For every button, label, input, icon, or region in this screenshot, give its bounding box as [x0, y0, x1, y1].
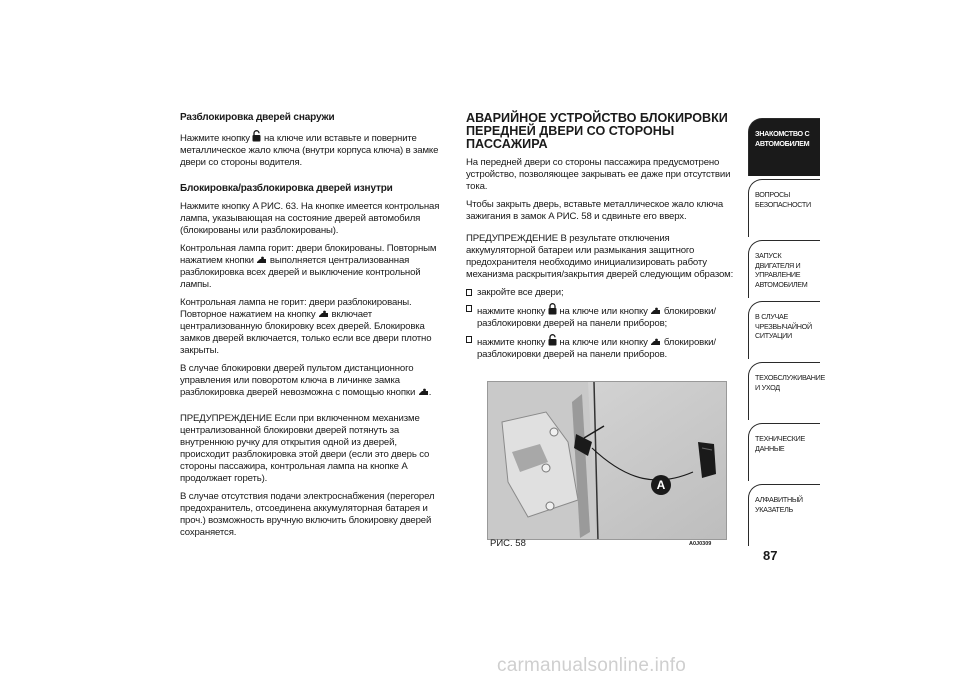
padlock-open-icon — [548, 334, 557, 346]
para-lamp-off: Контрольная лампа не горит: двери разблокированы. Повторное нажатием на кнопку включает централизованную блокировку всех дверей. Блокировка замков дверей включается, только если все двери плотно закрыты. — [180, 297, 432, 356]
tab-chapter-7[interactable]: АЛФАВИТНЫЙ УКАЗАТЕЛЬ — [748, 484, 820, 546]
right-column — [466, 112, 738, 365]
door-lock-button-icon — [418, 388, 429, 396]
door-lock-button-icon — [650, 307, 661, 315]
page-number: 87 — [763, 548, 778, 563]
section-title: АВАРИЙНОЕ УСТРОЙСТВО БЛОКИРОВКИ ПЕРЕДНЕЙ ДВЕРИ СО СТОРОНЫ ПАССАЖИРА — [466, 111, 728, 151]
callout-a-marker — [650, 474, 672, 496]
figure-caption: РИС. 58 — [490, 538, 526, 549]
para-warning-handle: ПРЕДУПРЕЖДЕНИЕ Если при включенном механизме централизованной блокировки дверей потянуть за внутреннюю ручку для открытия одной из дверей, происходит разблокировка этой двери (если это дверь со стороны пассажира, контрольная лампа на кнопке A продолжает гореть). — [180, 413, 430, 484]
para-remote-lock: В случае блокировки дверей пультом дистанционного управления или поворотом ключа в личинке замка разблокировка дверей невозможна с помощью кнопки . — [180, 363, 432, 398]
left-column — [180, 112, 448, 545]
callout-a-label: A — [656, 478, 666, 492]
figure-door-lock — [487, 381, 727, 540]
door-lock-illustration — [488, 382, 727, 540]
para-button-a: Нажмите кнопку A РИС. 63. На кнопке имеется контрольная лампа, указывающая на состояние дверей автомобиля (блокированы или разблокированы). — [180, 201, 440, 236]
door-lock-button-icon — [256, 256, 267, 264]
door-lock-button-icon — [318, 310, 329, 318]
door-lock-button-icon — [650, 338, 661, 346]
para-no-power: В случае отсутствия подачи электроснабжения (перегорел предохранитель, отсоединена аккумуляторная батарея и проч.) возможность вручную включить блокировку дверей сохраняется. — [180, 491, 435, 538]
tab-chapter-2[interactable]: ВОПРОСЫ БЕЗОПАСНОСТИ — [748, 179, 820, 237]
checkbox-bullet-icon — [466, 289, 472, 296]
tab-chapter-6[interactable]: ТЕХНИЧЕСКИЕ ДАННЫЕ — [748, 423, 820, 481]
tab-chapter-3[interactable]: ЗАПУСК ДВИГАТЕЛЯ И УПРАВЛЕНИЕ АВТОМОБИЛЕМ — [748, 240, 820, 298]
heading-lock-inside: Блокировка/разблокировка дверей изнутри — [180, 183, 393, 194]
padlock-closed-icon — [548, 303, 557, 315]
tab-chapter-4[interactable]: В СЛУЧАЕ ЧРЕЗВЫЧАЙНОЙ СИТУАЦИИ — [748, 301, 820, 359]
padlock-open-icon — [252, 130, 261, 142]
watermark: carmanualsonline.info — [497, 655, 687, 676]
list-item: нажмите кнопку на ключе или кнопку блокировки/разблокировки дверей на панели приборов. — [466, 334, 738, 361]
list-item: нажмите кнопку на ключе или кнопку блокировки/разблокировки дверей на панели приборов; — [466, 303, 738, 330]
figure-code: A0J0309 — [689, 541, 712, 547]
tab-chapter-5[interactable]: ТЕХОБСЛУЖИВАНИЕ И УХОД — [748, 362, 820, 420]
para-lamp-on: Контрольная лампа горит: двери блокированы. Повторным нажатием кнопки выполняется централизованная разблокировка всех дверей и выключение контрольной лампы. — [180, 243, 437, 290]
para-warning-battery: ПРЕДУПРЕЖДЕНИЕ В результате отключения аккумуляторной батареи или размыкания защитного предохранителя необходимо инициализировать работу механизма раскрытия/закрытия дверей следующим образом: — [466, 233, 734, 280]
checkbox-bullet-icon — [466, 305, 472, 312]
para-device: На передней двери со стороны пассажира предусмотрено устройство, позволяющее закрывать ее даже при отсутствии тока. — [466, 157, 731, 192]
para-unlock-outside: Нажмите кнопку на ключе или вставьте и поверните металлическое жало ключа (внутри корпуса ключа) в замке двери со стороны водителя. — [180, 130, 448, 169]
list-item: закройте все двери; — [466, 287, 738, 299]
tab-chapter-1[interactable]: ЗНАКОМСТВО С АВТОМОБИЛЕМ — [748, 118, 820, 176]
checkbox-bullet-icon — [466, 336, 472, 343]
para-how-to-close: Чтобы закрыть дверь, вставьте металлическое жало ключа зажигания в замок A РИС. 58 и сдвиньте его вверх. — [466, 199, 724, 222]
heading-unlock-outside: Разблокировка дверей снаружи — [180, 112, 335, 123]
